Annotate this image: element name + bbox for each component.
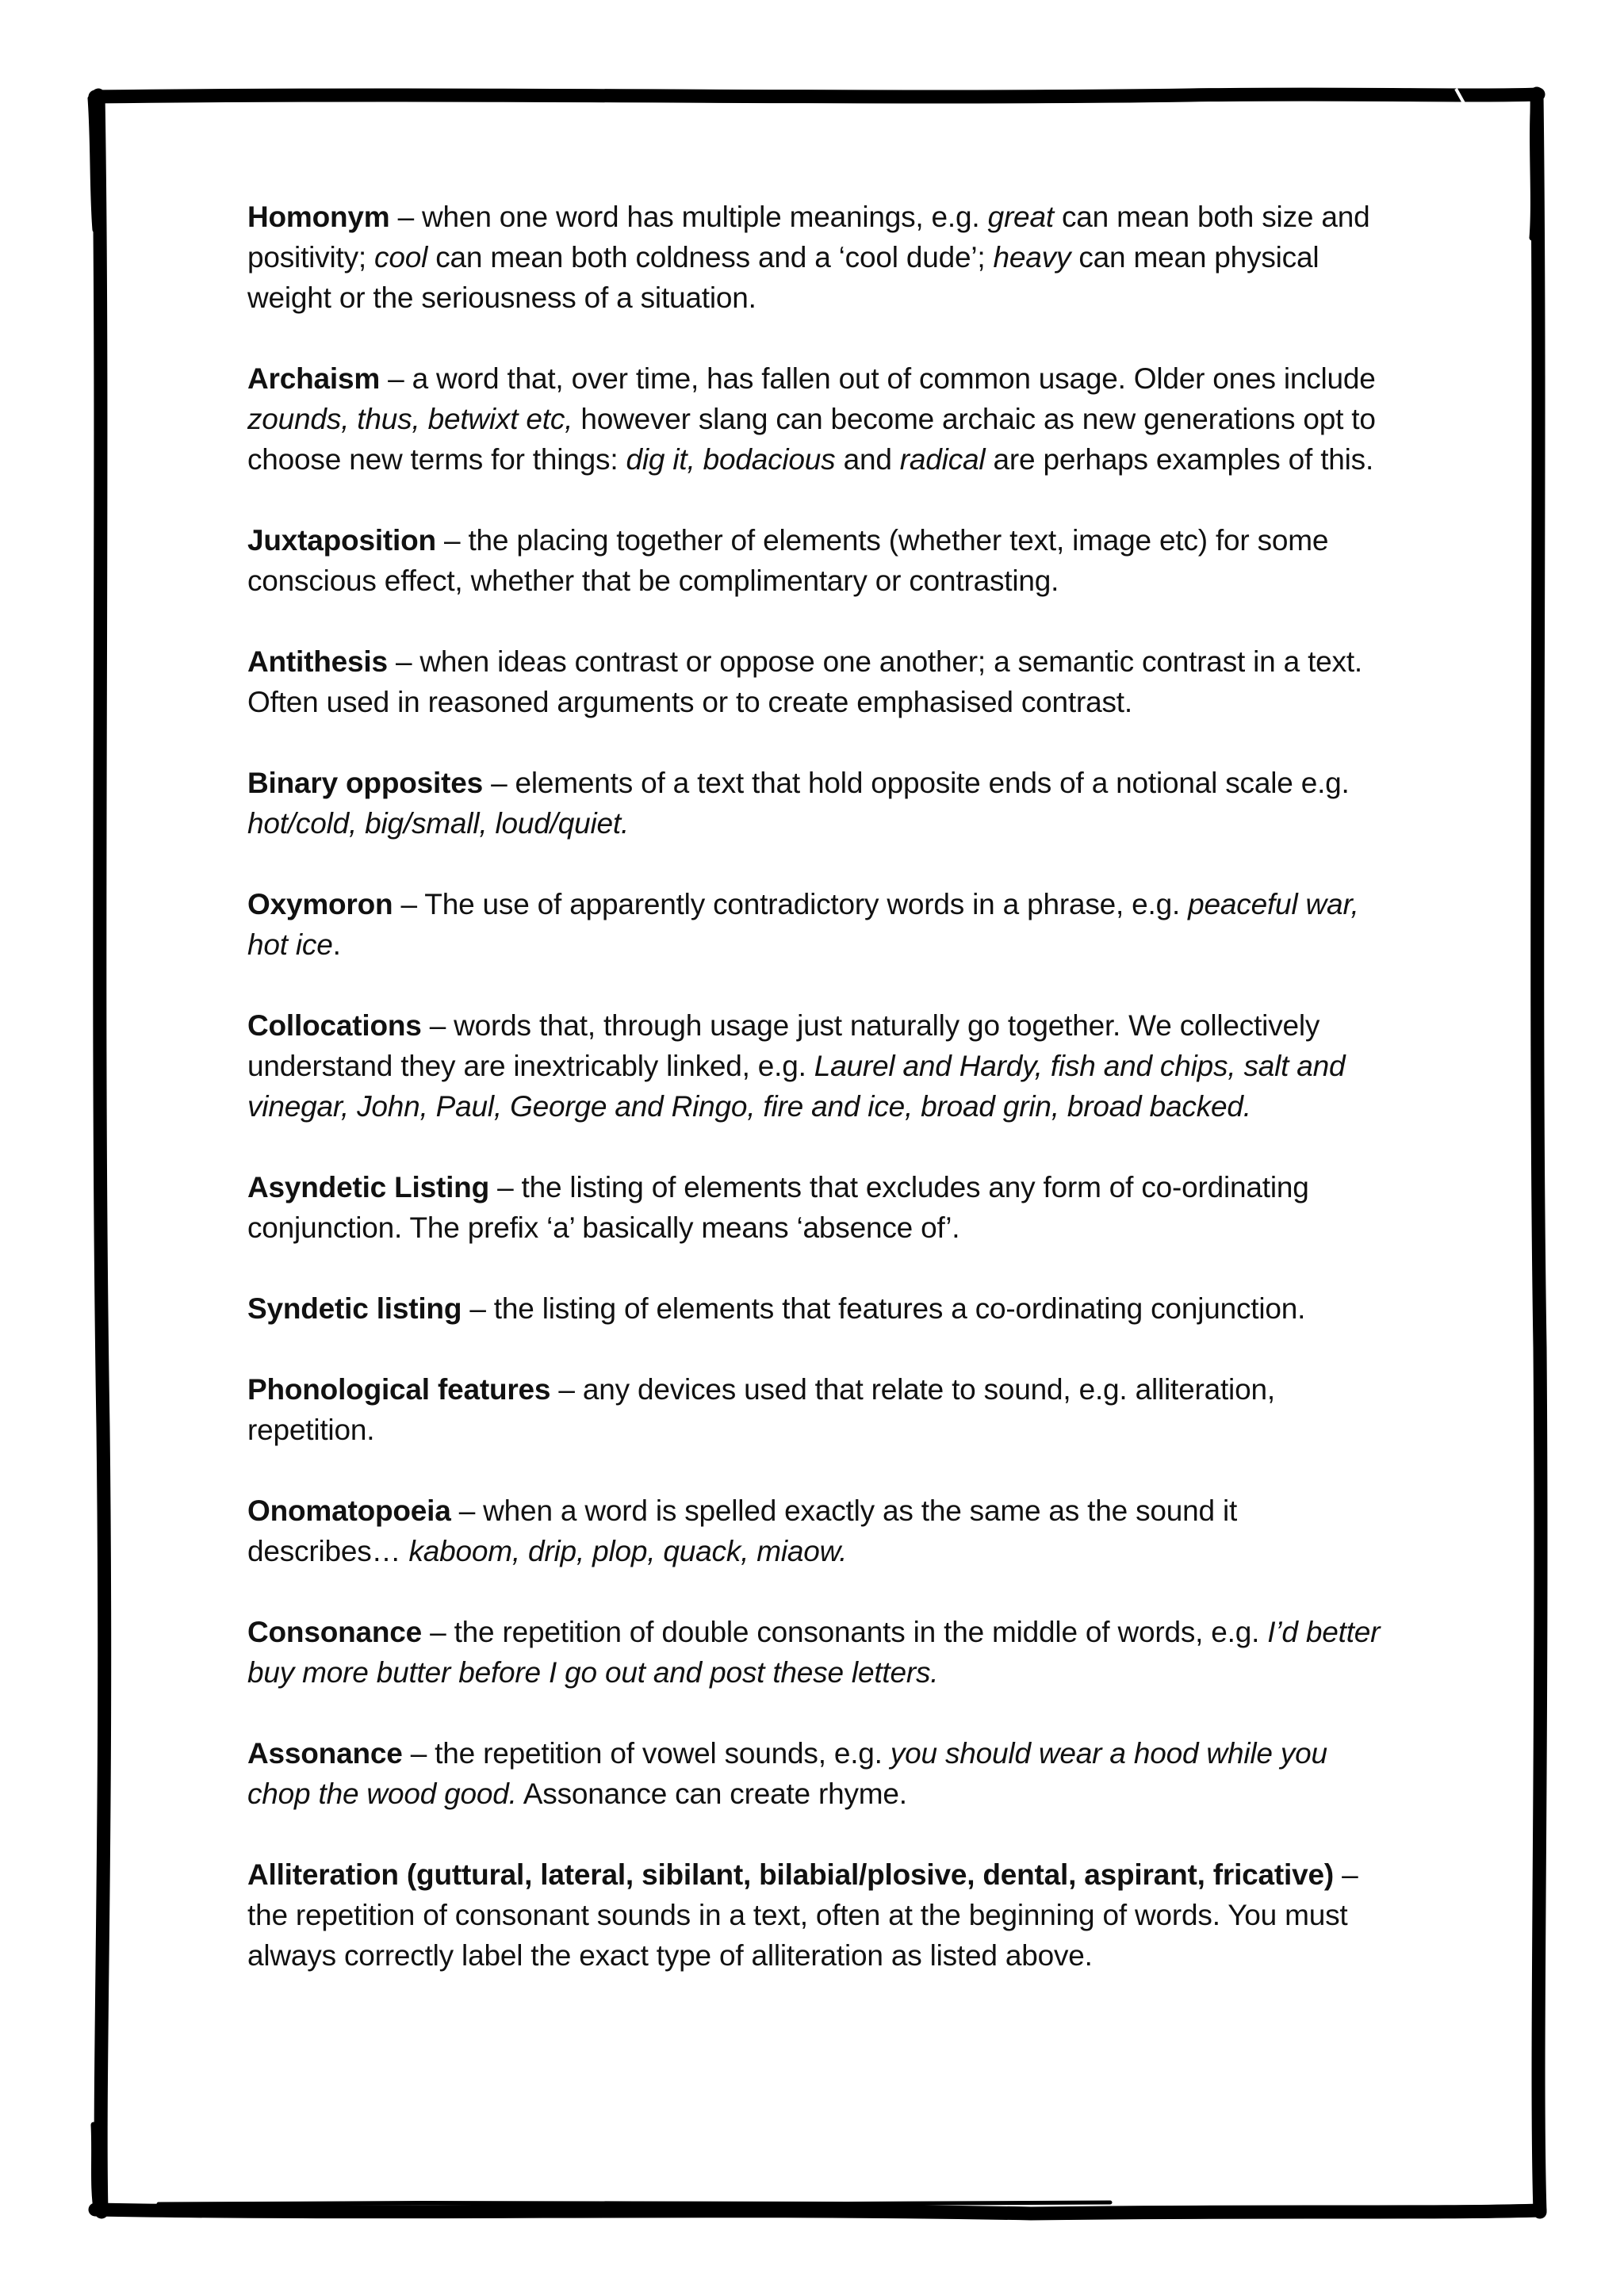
glossary-definition-text: however slang can become archaic as new generations opt to choose new terms for things:: [247, 403, 1376, 476]
glossary-entry: [247, 763, 1389, 844]
glossary-example: great: [987, 201, 1054, 233]
glossary-example: cool: [374, 241, 428, 274]
glossary-term: Juxtaposition: [247, 524, 436, 557]
glossary-definition-text: – when one word has multiple meanings, e.g.: [389, 201, 988, 233]
glossary-example: zounds, thus, betwixt etc,: [247, 403, 573, 435]
glossary-definition-text: – The use of apparently contradictory words in a phrase, e.g.: [393, 888, 1189, 920]
glossary-entry: [247, 1854, 1389, 1976]
glossary-term: Oxymoron: [247, 888, 393, 920]
glossary-example: peaceful war, hot ice: [247, 888, 1359, 961]
glossary-definition-text: can mean physical weight or the seriousness of a situation.: [247, 241, 1320, 314]
glossary-entry: [247, 1612, 1389, 1693]
glossary-entry: [247, 1369, 1389, 1450]
glossary-definition-text: and: [835, 443, 900, 476]
glossary-term: Phonological features: [247, 1373, 551, 1406]
glossary-definition-text: – when a word is spelled exactly as the same as the sound it describes…: [247, 1494, 1238, 1567]
glossary-definition-text: – the listing of elements that excludes any form of co-ordinating conjunction. The prefix ‘a’ basically means ‘absence of’.: [247, 1171, 1309, 1244]
glossary-definition-text: – when ideas contrast or oppose one another; a semantic contrast in a text. Often used in reasoned arguments or to create emphasised contrast.: [247, 645, 1363, 718]
glossary-term: Alliteration (guttural, lateral, sibilant, bilabial/plosive, dental, aspirant, fricative): [247, 1858, 1335, 1891]
glossary-term: Homonym: [247, 201, 390, 233]
glossary-definition-text: can mean both coldness and a ‘cool dude’;: [427, 241, 994, 274]
glossary-definition-text: Assonance can create rhyme.: [516, 1777, 907, 1810]
glossary-example: hot/cold, big/small, loud/quiet.: [247, 807, 630, 840]
glossary-term: Asyndetic Listing: [247, 1171, 489, 1203]
glossary-entry: [247, 1490, 1389, 1571]
glossary-content: [247, 197, 1389, 1976]
glossary-entry: [247, 1288, 1389, 1329]
glossary-term: Collocations: [247, 1009, 422, 1042]
glossary-example: heavy: [993, 241, 1071, 274]
glossary-entry: [247, 197, 1389, 318]
glossary-definition-text: – a word that, over time, has fallen out of common usage. Older ones include: [380, 362, 1376, 395]
glossary-definition-text: – the listing of elements that features a co-ordinating conjunction.: [462, 1292, 1306, 1325]
glossary-definition-text: – any devices used that relate to sound, e.g. alliteration, repetition.: [247, 1373, 1275, 1446]
glossary-entry: [247, 520, 1389, 601]
glossary-term: Syndetic listing: [247, 1292, 462, 1325]
glossary-definition-text: .: [332, 928, 341, 961]
glossary-definition-text: are perhaps examples of this.: [985, 443, 1374, 476]
glossary-definition-text: – the repetition of vowel sounds, e.g.: [402, 1737, 891, 1770]
glossary-example: you should wear a hood while you chop the wood good.: [247, 1737, 1327, 1810]
glossary-term: Binary opposites: [247, 767, 483, 799]
glossary-entry: [247, 641, 1389, 722]
glossary-definition-text: can mean both size and positivity;: [247, 201, 1370, 274]
glossary-definition-text: – elements of a text that hold opposite ends of a notional scale e.g.: [482, 767, 1350, 799]
glossary-definition-text: – the placing together of elements (whether text, image etc) for some conscious effect, whether that be complimentary or contrasting.: [247, 524, 1329, 597]
glossary-definition-text: – words that, through usage just naturally go together. We collectively understand they are inextricably linked, e.g.: [247, 1009, 1320, 1082]
glossary-term: Archaism: [247, 362, 381, 395]
glossary-example: dig it, bodacious: [626, 443, 836, 476]
glossary-example: Laurel and Hardy, fish and chips, salt and vinegar, John, Paul, George and Ringo, fire and ice, broad grin, broad backed.: [247, 1050, 1346, 1123]
glossary-entry: [247, 358, 1389, 480]
glossary-entry: [247, 1167, 1389, 1248]
glossary-example: radical: [899, 443, 986, 476]
glossary-term: Antithesis: [247, 645, 388, 678]
glossary-term: Consonance: [247, 1616, 423, 1648]
glossary-entry: [247, 1733, 1389, 1814]
glossary-term: Assonance: [247, 1737, 403, 1770]
glossary-definition-text: – the repetition of double consonants in the middle of words, e.g.: [422, 1616, 1268, 1648]
glossary-example: I’d better buy more butter before I go out and post these letters.: [247, 1616, 1381, 1689]
glossary-entry: [247, 884, 1389, 965]
glossary-definition-text: – the repetition of consonant sounds in a text, often at the beginning of words. You must always correctly label the exact type of alliteration as listed above.: [247, 1858, 1358, 1972]
glossary-entry: [247, 1005, 1389, 1127]
glossary-term: Onomatopoeia: [247, 1494, 451, 1527]
glossary-example: kaboom, drip, plop, quack, miaow.: [408, 1535, 848, 1567]
